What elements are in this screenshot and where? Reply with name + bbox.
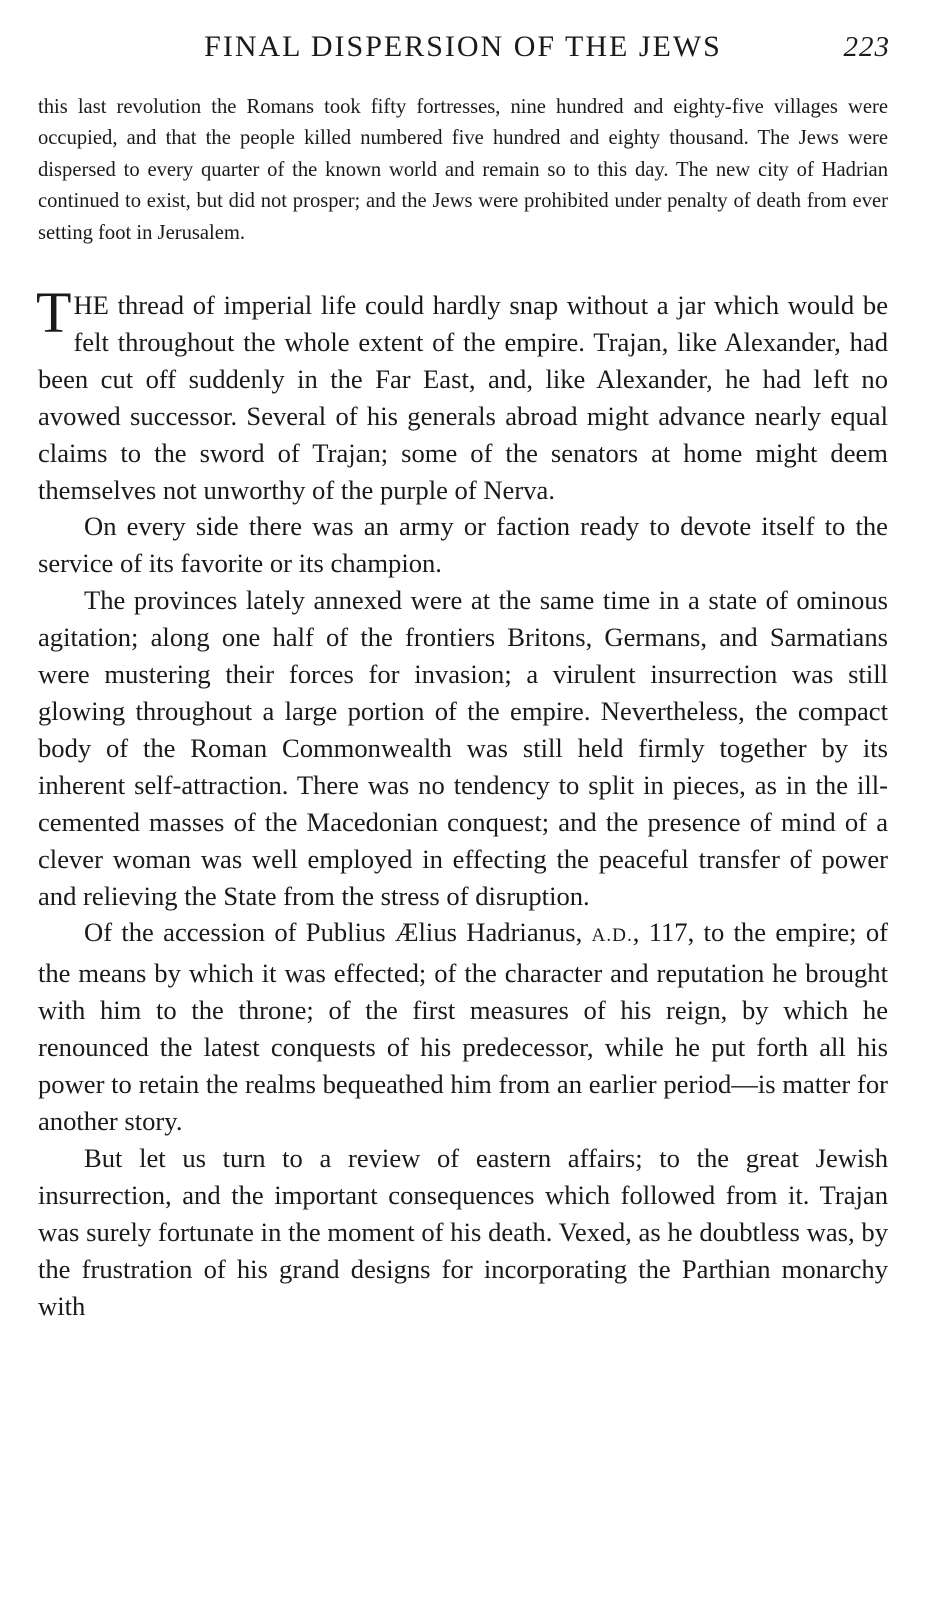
paragraph-2: On every side there was an army or faction ready to devote itself to the service of its favorite or its champion. [38, 511, 888, 579]
quoted-extract: this last revolution the Romans took fifty fortresses, nine hundred and eighty-five villages were occupied, and that the people killed numbered five hundred and eighty thousand. The Jews were dispersed to every quarter of the known world and remain so to this day. The new city of Hadrian continued to exist, but did not prosper; and the Jews were prohibited under penalty of death from ever setting foot in Jerusalem. [38, 96, 888, 244]
paragraph-4 [38, 914, 888, 1139]
book-page [38, 22, 888, 1324]
paragraph-5: But let us turn to a review of eastern affairs; to the great Jewish insurrection, and the important consequences which followed from it. Trajan was surely fortunate in the moment of his death. Vexed, as he doubtless was, by the frustration of his grand designs for incorporating the Parthian monarchy with [38, 1142, 888, 1321]
drop-cap: T [36, 280, 72, 346]
paragraph-3: The provinces lately annexed were at the same time in a state of ominous agitation; along one half of the frontiers Britons, Germans, and Sarmatians were mustering their forces for invasion; a virulent insurrection was still glowing throughout a large portion of the empire. Nevertheless, the compact body of the Roman Commonwealth was still held firmly together by its inherent self-attraction. There was no tendency to split in pieces, as in the ill-cemented masses of the Macedonian conquest; and the presence of mind of a clever woman was well employed in effecting the peaceful transfer of power and relieving the State from the stress of disruption. [38, 585, 888, 911]
paragraph-4-text-a: Of the accession of Publius Ælius Hadrianus, [84, 917, 583, 948]
body-text [36, 280, 888, 1324]
chapter-title: FINAL DISPERSION OF THE JEWS [204, 30, 722, 63]
era-abbreviation: A.D. [591, 925, 633, 947]
page-number: 223 [843, 31, 890, 63]
running-head [38, 22, 888, 72]
paragraph-4-text-b: , 117, to the empire; of the means by which it was effected; of the character and reputation he brought with him to the throne; of the first measures of his reign, by which he renounced the latest conquests of his predecessor, while he put forth all his power to retain the realms bequeathed him from an earlier period—is matter for another story. [38, 917, 888, 1136]
paragraph-1-text: HE thread of imperial life could hardly snap without a jar which would be felt throughout the whole extent of the empire. Trajan, like Alexander, had been cut off suddenly in the Far East, and, like Alexander, he had left no avowed successor. Several of his generals abroad might advance nearly equal claims to the sword of Trajan; some of the senators at home might deem themselves not unworthy of the purple of Nerva. [38, 290, 888, 505]
paragraph-1 [36, 280, 888, 508]
